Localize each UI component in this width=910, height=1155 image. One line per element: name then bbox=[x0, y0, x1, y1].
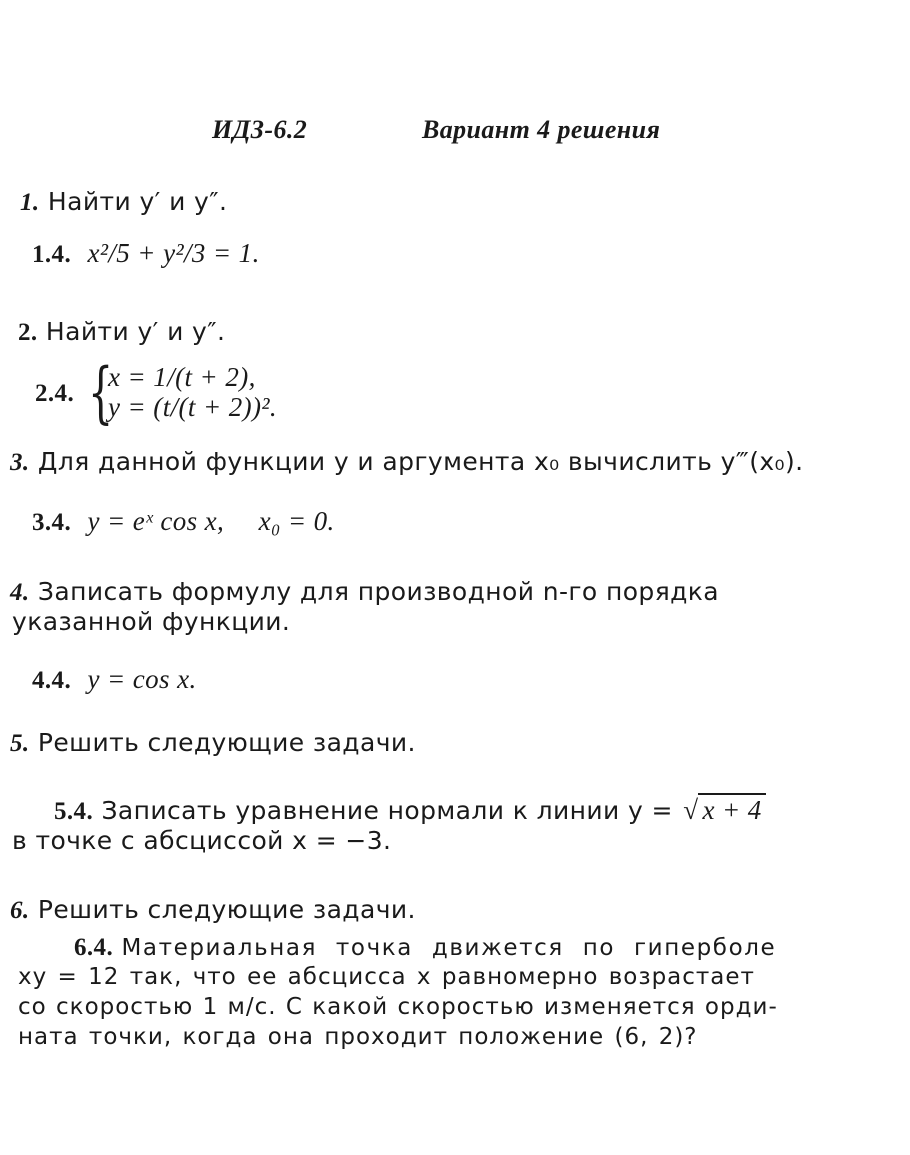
task-5-item-number: 5.4. bbox=[54, 798, 94, 825]
task-3-heading bbox=[10, 447, 803, 478]
task-5-item-text: Записать уравнение нормали к линии y = bbox=[101, 796, 673, 825]
task-6-heading bbox=[10, 895, 416, 926]
task-2-prompt: Найти y′ и y″. bbox=[45, 317, 226, 346]
task-5-number: 5. bbox=[10, 730, 30, 757]
task-6-item-line4: ната точки, когда она проходит положение (6, 2)? bbox=[18, 1024, 698, 1050]
system-brace: { bbox=[88, 354, 114, 431]
task-6-item-line1: Материальная точка движется по гиперболе bbox=[121, 935, 777, 961]
task-6-number: 6. bbox=[10, 897, 30, 924]
task-6-item-line3: со скоростью 1 м/с. С какой скоростью изменяется орди- bbox=[18, 994, 778, 1020]
task-4-item bbox=[32, 664, 197, 696]
task-4-prompt-line1: Записать формулу для производной n-го порядка bbox=[37, 577, 720, 606]
task-1-item bbox=[32, 238, 260, 270]
task-1-number: 1. bbox=[20, 189, 40, 216]
task-3-number: 3. bbox=[10, 449, 30, 476]
task-5-item bbox=[54, 795, 766, 827]
document-title: ИДЗ-6.2 bbox=[212, 115, 308, 144]
task-4-item-number: 4.4. bbox=[32, 667, 72, 694]
task-3-item-number: 3.4. bbox=[32, 509, 72, 536]
task-3-item-formula: y = eˣ cos x, bbox=[87, 506, 225, 536]
sqrt-sign: √ bbox=[683, 795, 699, 825]
task-2-item-line2: y = (t/(t + 2))². bbox=[108, 392, 278, 422]
task-3-item-arg: x₀ = 0. bbox=[258, 506, 335, 536]
variant-label: Вариант 4 решения bbox=[422, 115, 661, 144]
task-5-heading bbox=[10, 728, 416, 759]
task-2-item-number: 2.4. bbox=[35, 380, 75, 407]
task-1-prompt: Найти y′ и y″. bbox=[47, 187, 228, 216]
task-4-item-formula: y = cos x. bbox=[87, 664, 197, 694]
task-2-item-line1: x = 1/(t + 2), bbox=[108, 362, 256, 392]
task-3-prompt: Для данной функции y и аргумента x₀ вычислить y‴(x₀). bbox=[37, 447, 804, 476]
task-5-prompt: Решить следующие задачи. bbox=[37, 728, 416, 757]
task-3-item bbox=[32, 506, 335, 538]
task-2-number: 2. bbox=[18, 319, 38, 346]
task-1-item-number: 1.4. bbox=[32, 241, 72, 268]
task-4-prompt-line2: указанной функции. bbox=[12, 607, 291, 636]
task-1-item-formula: x²/5 + y²/3 = 1. bbox=[87, 238, 260, 268]
task-4-number: 4. bbox=[10, 579, 30, 606]
task-6-item-number: 6.4. bbox=[74, 934, 114, 961]
task-6-item-line1-row bbox=[74, 932, 778, 963]
task-6-prompt: Решить следующие задачи. bbox=[37, 895, 416, 924]
task-1-heading bbox=[20, 187, 227, 218]
task-2-heading bbox=[18, 317, 225, 348]
task-5-item-line2: в точке с абсциссой x = −3. bbox=[12, 826, 392, 855]
task-6-item-line2: xy = 12 так, что ее абсцисса x равномерно возрастает bbox=[18, 964, 755, 990]
task-5-item-sqrt: x + 4 bbox=[698, 793, 765, 825]
task-4-heading bbox=[10, 577, 719, 608]
